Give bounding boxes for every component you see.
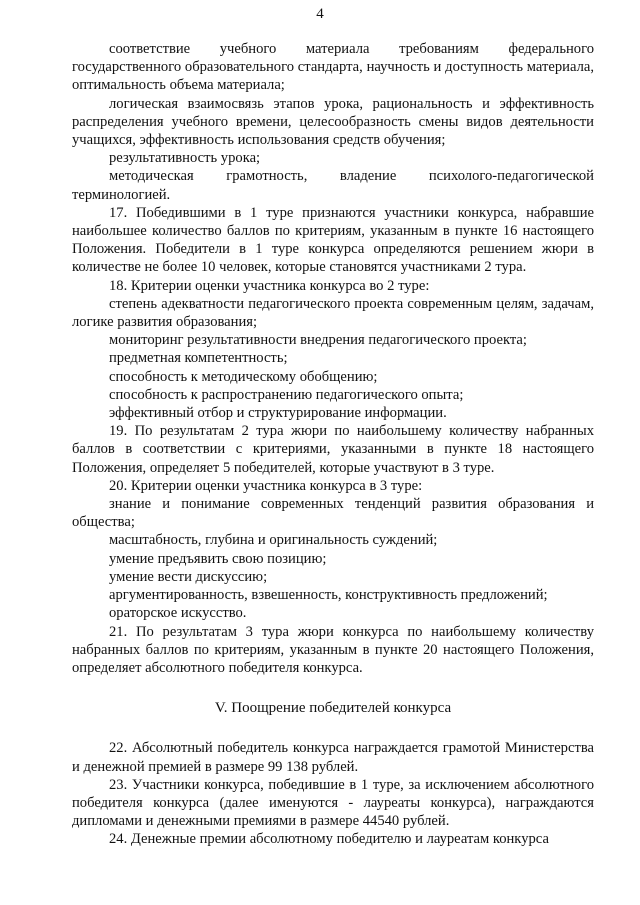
paragraph-18: 18. Критерии оценки участника конкурса во 2 туре: bbox=[109, 277, 430, 294]
paragraph-criterion-generalization: способность к методическому обобщению; bbox=[109, 368, 378, 385]
paragraph-criterion-logic: логическая взаимосвязь этапов урока, рациональность и эффективность распределения учебного времени, целесообразность смены видов деятельности учащихся, эффективность использования средств обучения; bbox=[72, 95, 594, 149]
paragraph-20: 20. Критерии оценки участника конкурса в 3 туре: bbox=[109, 477, 423, 494]
paragraph-criterion-discussion: умение вести дискуссию; bbox=[109, 568, 268, 585]
paragraph-21: 21. По результатам 3 тура жюри конкурса по наибольшему количеству набранных баллов по критериям, указанным в пункте 20 настоящего Положения, определяет абсолютного победителя конкурса. bbox=[72, 623, 594, 676]
paragraph-criterion-competence: предметная компетентность; bbox=[109, 350, 288, 367]
paragraph-criterion-material: соответствие учебного материала требованиям федерального государственного образовательного стандарта, научность и доступность материала, оптимальность объема материала; bbox=[72, 41, 594, 94]
paragraph-criterion-project: степень адекватности педагогического проекта современным целям, задачам, логике развития образования; bbox=[72, 295, 594, 331]
paragraph-criterion-oratory: ораторское искусство. bbox=[109, 605, 247, 622]
page-number: 4 bbox=[316, 6, 324, 22]
paragraph-criterion-trends: знание и понимание современных тенденций развития образования и общества; bbox=[72, 496, 594, 531]
paragraph-22: 22. Абсолютный победитель конкурса награждается грамотой Министерства и денежной премией в размере 99 138 рублей. bbox=[72, 740, 594, 775]
paragraph-criterion-result: результативность урока; bbox=[109, 150, 261, 167]
paragraph-criterion-methodology: методическая грамотность, владение психолого-педагогической терминологией. bbox=[72, 168, 594, 203]
paragraph-23: 23. Участники конкурса, победившие в 1 туре, за исключением абсолютного победителя конкурса (далее именуются - лауреаты конкурса), награждаются дипломами и денежными премиями в размере 44540 рублей. bbox=[72, 776, 594, 830]
paragraph-criterion-argumentation: аргументированность, взвешенность, конструктивность предложений; bbox=[109, 587, 548, 604]
paragraph-criterion-depth: масштабность, глубина и оригинальность суждений; bbox=[109, 532, 438, 549]
document-body bbox=[72, 40, 594, 849]
section-heading: V. Поощрение победителей конкурса bbox=[214, 700, 452, 717]
paragraph-criterion-position: умение предъявить свою позицию; bbox=[109, 550, 327, 567]
paragraph-criterion-monitoring: мониторинг результативности внедрения педагогического проекта; bbox=[109, 332, 527, 349]
paragraph-criterion-information: эффективный отбор и структурирование информации. bbox=[109, 405, 447, 422]
paragraph-19: 19. По результатам 2 тура жюри по наибольшему количеству набранных баллов в соответствии с критериями, указанными в пункте 18 настоящего Положения, определяет 5 победителей, которые участвуют в 3 туре. bbox=[72, 423, 594, 476]
paragraph-criterion-dissemination: способность к распространению педагогического опыта; bbox=[109, 386, 464, 403]
paragraph-17: 17. Победившими в 1 туре признаются участники конкурса, набравшие наибольшее количество баллов по критериям, указанным в пункте 16 настоящего Положения. Победители в 1 туре конкурса определяются решением жюри в количестве не более 10 человек, которые становятся участниками 2 тура. bbox=[72, 204, 594, 276]
paragraph-24: 24. Денежные премии абсолютному победителю и лауреатам конкурса bbox=[109, 831, 549, 848]
